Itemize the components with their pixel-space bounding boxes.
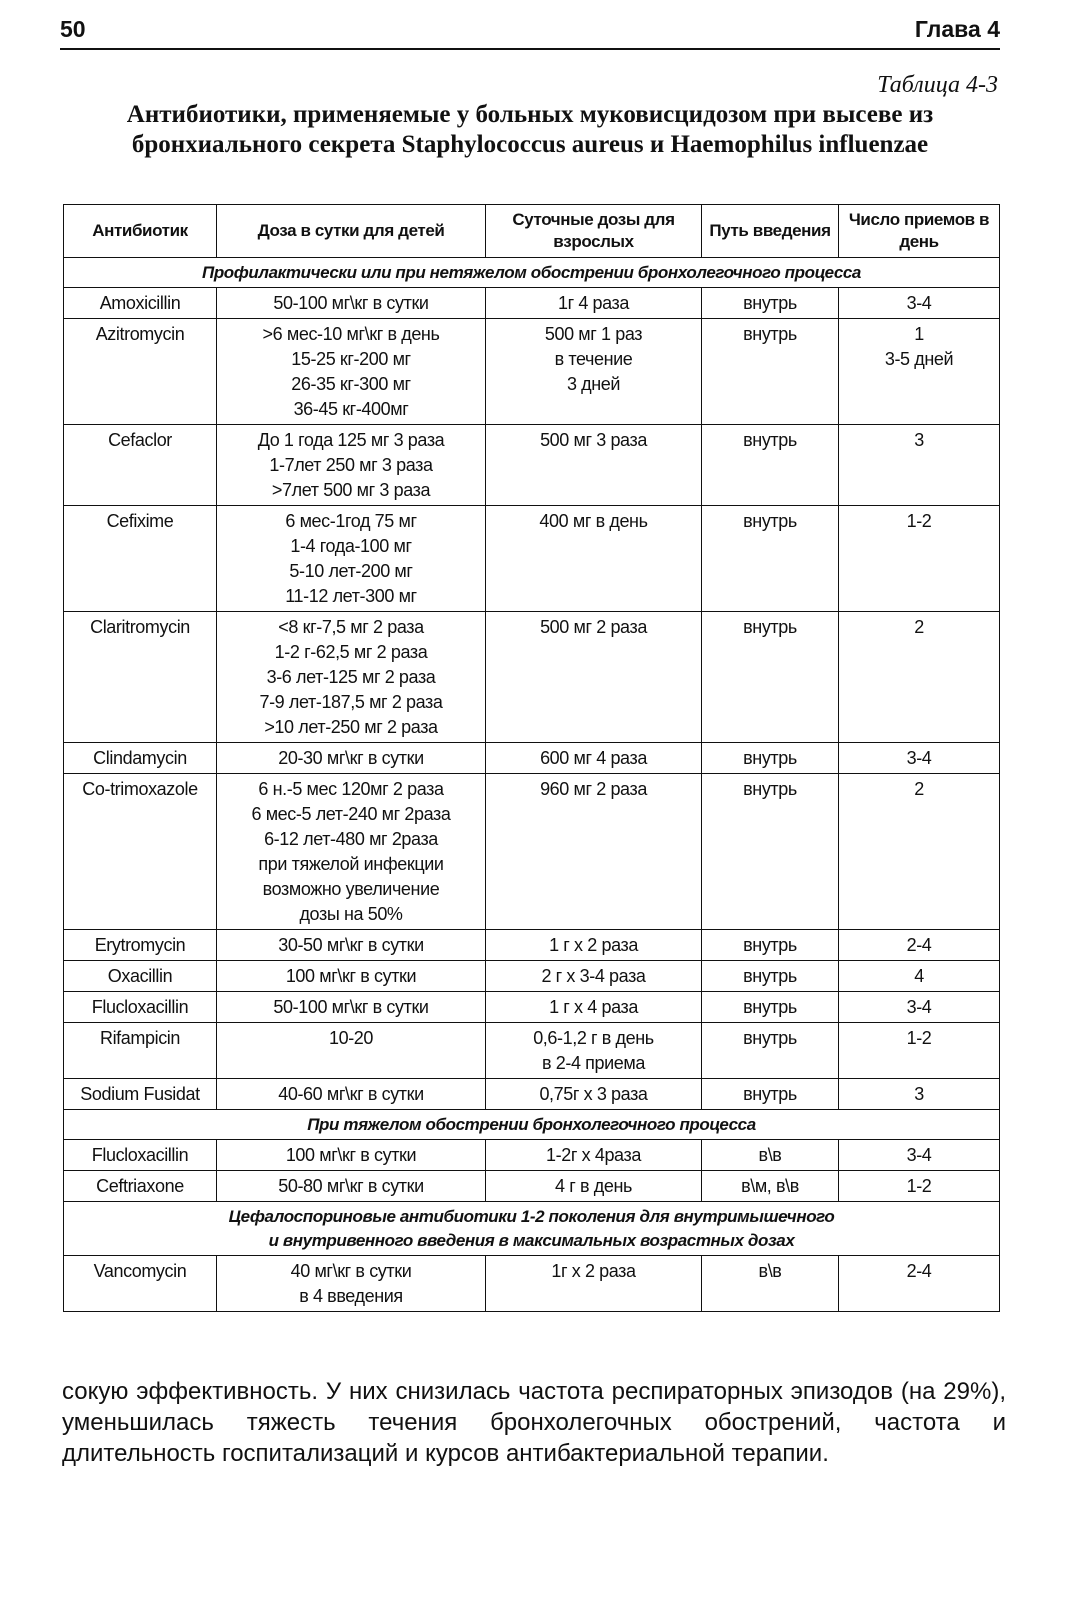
table-row xyxy=(64,1140,1000,1171)
section-row xyxy=(64,258,1000,288)
cell-antibiotic: Amoxicillin xyxy=(64,288,217,319)
cell-antibiotic: Flucloxacillin xyxy=(64,992,217,1023)
cell-route: в\м, в\в xyxy=(702,1171,839,1202)
cell-times: 2-4 xyxy=(839,1256,1000,1312)
antibiotics-table xyxy=(63,204,1000,1312)
cell-adult-dose: 500 мг 3 раза xyxy=(486,425,702,506)
table-row xyxy=(64,930,1000,961)
cell-child-dose: 50-80 мг\кг в сутки xyxy=(217,1171,486,1202)
cell-child-dose: 10-20 xyxy=(217,1023,486,1079)
cell-antibiotic: Flucloxacillin xyxy=(64,1140,217,1171)
cell-route: внутрь xyxy=(702,319,839,425)
cell-child-dose: 100 мг\кг в сутки xyxy=(217,961,486,992)
cell-route: внутрь xyxy=(702,961,839,992)
cell-times: 2 xyxy=(839,774,1000,930)
cell-child-dose: 100 мг\кг в сутки xyxy=(217,1140,486,1171)
table-row xyxy=(64,319,1000,425)
cell-child-dose: 20-30 мг\кг в сутки xyxy=(217,743,486,774)
cell-adult-dose: 2 г х 3-4 раза xyxy=(486,961,702,992)
cell-adult-dose: 500 мг 1 раз в течение 3 дней xyxy=(486,319,702,425)
cell-antibiotic: Clindamycin xyxy=(64,743,217,774)
cell-times: 4 xyxy=(839,961,1000,992)
cell-child-dose: 6 мес-1год 75 мг 1-4 года-100 мг 5-10 лет-200 мг 11-12 лет-300 мг xyxy=(217,506,486,612)
cell-times: 1-2 xyxy=(839,1023,1000,1079)
table-row xyxy=(64,774,1000,930)
cell-antibiotic: Claritromycin xyxy=(64,612,217,743)
cell-route: внутрь xyxy=(702,612,839,743)
cell-times: 1-2 xyxy=(839,1171,1000,1202)
cell-route: в\в xyxy=(702,1140,839,1171)
table-row xyxy=(64,961,1000,992)
cell-antibiotic: Erytromycin xyxy=(64,930,217,961)
section-title: При тяжелом обострении бронхолегочного процесса xyxy=(64,1110,1000,1140)
table-row xyxy=(64,1079,1000,1110)
cell-antibiotic: Ceftriaxone xyxy=(64,1171,217,1202)
cell-route: внутрь xyxy=(702,288,839,319)
cell-route: внутрь xyxy=(702,992,839,1023)
table-title: Антибиотики, применяемые у больных муковисцидозом при высеве из бронхиального секрета Staphylococcus aureus и Haemophilus influenzae xyxy=(126,101,934,158)
column-header-adult-dose: Суточные дозы для взрослых xyxy=(486,205,702,258)
cell-child-dose: 6 н.-5 мес 120мг 2 раза 6 мес-5 лет-240 мг 2раза 6-12 лет-480 мг 2раза при тяжелой инфекции возможно увеличение дозы на 50% xyxy=(217,774,486,930)
table-row xyxy=(64,992,1000,1023)
cell-child-dose: 30-50 мг\кг в сутки xyxy=(217,930,486,961)
column-header-times: Число приемов в день xyxy=(839,205,1000,258)
cell-child-dose: 50-100 мг\кг в сутки xyxy=(217,992,486,1023)
cell-route: внутрь xyxy=(702,425,839,506)
cell-adult-dose: 1 г х 2 раза xyxy=(486,930,702,961)
table-row xyxy=(64,612,1000,743)
cell-times: 1-2 xyxy=(839,506,1000,612)
table-row xyxy=(64,425,1000,506)
cell-antibiotic: Azitromycin xyxy=(64,319,217,425)
cell-route: внутрь xyxy=(702,506,839,612)
column-header-antibiotic: Антибиотик xyxy=(64,205,217,258)
section-title: Профилактически или при нетяжелом обострении бронхолегочного процесса xyxy=(64,258,1000,288)
section-row xyxy=(64,1110,1000,1140)
cell-child-dose: <8 кг-7,5 мг 2 раза 1-2 г-62,5 мг 2 раза 3-6 лет-125 мг 2 раза 7-9 лет-187,5 мг 2 раза >10 лет-250 мг 2 раза xyxy=(217,612,486,743)
table-row xyxy=(64,1171,1000,1202)
table-body xyxy=(64,258,1000,1312)
cell-antibiotic: Co-trimoxazole xyxy=(64,774,217,930)
chapter-title: Глава 4 xyxy=(914,16,1000,42)
section-title: Цефалоспориновые антибиотики 1-2 поколения для внутримышечного и внутривенного введения в максимальных возрастных дозах xyxy=(64,1202,1000,1256)
cell-antibiotic: Cefaclor xyxy=(64,425,217,506)
cell-adult-dose: 960 мг 2 раза xyxy=(486,774,702,930)
cell-times: 3 xyxy=(839,425,1000,506)
cell-adult-dose: 1г 4 раза xyxy=(486,288,702,319)
table-row xyxy=(64,1023,1000,1079)
cell-adult-dose: 0,75г х 3 раза xyxy=(486,1079,702,1110)
cell-child-dose: 40 мг\кг в сутки в 4 введения xyxy=(217,1256,486,1312)
section-row xyxy=(64,1202,1000,1256)
table-row xyxy=(64,506,1000,612)
cell-route: внутрь xyxy=(702,1079,839,1110)
cell-antibiotic: Oxacillin xyxy=(64,961,217,992)
table-row xyxy=(64,288,1000,319)
cell-adult-dose: 1г х 2 раза xyxy=(486,1256,702,1312)
cell-route: в\в xyxy=(702,1256,839,1312)
column-header-route: Путь введения xyxy=(702,205,839,258)
cell-times: 3-4 xyxy=(839,288,1000,319)
page-number: 50 xyxy=(60,16,86,42)
cell-adult-dose: 1 г х 4 раза xyxy=(486,992,702,1023)
cell-adult-dose: 400 мг в день xyxy=(486,506,702,612)
cell-adult-dose: 500 мг 2 раза xyxy=(486,612,702,743)
table-row xyxy=(64,743,1000,774)
table-row xyxy=(64,1256,1000,1312)
cell-route: внутрь xyxy=(702,1023,839,1079)
cell-antibiotic: Vancomycin xyxy=(64,1256,217,1312)
table-header-row xyxy=(64,205,1000,258)
running-head xyxy=(60,14,1000,50)
cell-child-dose: 40-60 мг\кг в сутки xyxy=(217,1079,486,1110)
cell-times: 1 3-5 дней xyxy=(839,319,1000,425)
cell-adult-dose: 1-2г х 4раза xyxy=(486,1140,702,1171)
cell-times: 2 xyxy=(839,612,1000,743)
cell-route: внутрь xyxy=(702,774,839,930)
cell-times: 3 xyxy=(839,1079,1000,1110)
cell-route: внутрь xyxy=(702,930,839,961)
body-paragraph: сокую эффективность. У них снизилась частота респираторных эпизодов (на 29%), уменьшилась тяжесть течения бронхолегочных обострений, частота и длительность госпитализаций и курсов антибактериальной терапии. xyxy=(62,1378,1006,1467)
cell-route: внутрь xyxy=(702,743,839,774)
column-header-child-dose: Доза в сутки для детей xyxy=(217,205,486,258)
cell-child-dose: До 1 года 125 мг 3 раза 1-7лет 250 мг 3 раза >7лет 500 мг 3 раза xyxy=(217,425,486,506)
cell-times: 2-4 xyxy=(839,930,1000,961)
cell-antibiotic: Cefixime xyxy=(64,506,217,612)
cell-adult-dose: 600 мг 4 раза xyxy=(486,743,702,774)
cell-antibiotic: Rifampicin xyxy=(64,1023,217,1079)
table-label: Таблица 4-3 xyxy=(877,72,998,98)
cell-adult-dose: 0,6-1,2 г в день в 2-4 приема xyxy=(486,1023,702,1079)
cell-child-dose: 50-100 мг\кг в сутки xyxy=(217,288,486,319)
cell-times: 3-4 xyxy=(839,1140,1000,1171)
cell-adult-dose: 4 г в день xyxy=(486,1171,702,1202)
cell-antibiotic: Sodium Fusidat xyxy=(64,1079,217,1110)
cell-times: 3-4 xyxy=(839,992,1000,1023)
cell-times: 3-4 xyxy=(839,743,1000,774)
cell-child-dose: >6 мес-10 мг\кг в день 15-25 кг-200 мг 26-35 кг-300 мг 36-45 кг-400мг xyxy=(217,319,486,425)
